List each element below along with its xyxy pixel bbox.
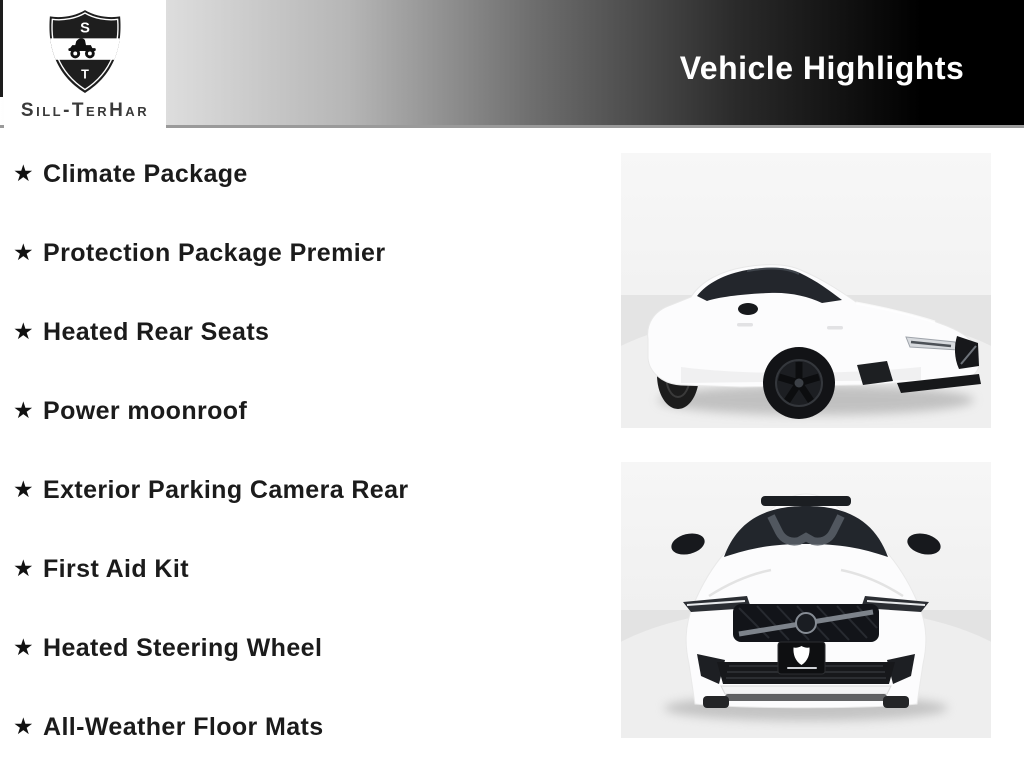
feature-list-item bbox=[13, 688, 573, 767]
star-bullet-icon: ★ bbox=[13, 239, 34, 265]
dealer-logo bbox=[4, 0, 166, 128]
feature-list-item bbox=[13, 214, 573, 293]
page-title: Vehicle Highlights bbox=[679, 50, 965, 86]
car-front-illustration bbox=[621, 462, 991, 738]
feature-list-item bbox=[13, 530, 573, 609]
monogram-top: S bbox=[80, 20, 90, 37]
star-bullet-icon: ★ bbox=[13, 476, 34, 502]
feature-list bbox=[13, 135, 573, 767]
feature-label: First Aid Kit bbox=[43, 555, 189, 583]
left-edge-artifact bbox=[0, 0, 3, 97]
feature-label: All-Weather Floor Mats bbox=[43, 713, 324, 741]
star-bullet-icon: ★ bbox=[13, 397, 34, 423]
car-side-illustration bbox=[621, 153, 991, 428]
dealer-shield-icon bbox=[46, 7, 124, 97]
star-bullet-icon: ★ bbox=[13, 160, 34, 186]
star-bullet-icon: ★ bbox=[13, 713, 34, 739]
feature-list-item bbox=[13, 609, 573, 688]
feature-label: Heated Steering Wheel bbox=[43, 634, 323, 662]
feature-list-item bbox=[13, 372, 573, 451]
feature-label: Climate Package bbox=[43, 160, 248, 188]
monogram-bottom: T bbox=[81, 67, 89, 82]
dealer-plate bbox=[778, 642, 825, 674]
feature-label: Exterior Parking Camera Rear bbox=[43, 476, 409, 504]
feature-label: Protection Package Premier bbox=[43, 239, 386, 267]
dealer-name: Sill-TerHar bbox=[20, 100, 150, 121]
star-bullet-icon: ★ bbox=[13, 634, 34, 660]
car-photo-side-view bbox=[621, 153, 991, 428]
feature-label: Power moonroof bbox=[43, 397, 248, 425]
feature-list-item bbox=[13, 451, 573, 530]
feature-list-item bbox=[13, 135, 573, 214]
feature-list-item bbox=[13, 293, 573, 372]
star-bullet-icon: ★ bbox=[13, 318, 34, 344]
feature-label: Heated Rear Seats bbox=[43, 318, 270, 346]
star-bullet-icon: ★ bbox=[13, 555, 34, 581]
car-photo-front-view bbox=[621, 462, 991, 738]
